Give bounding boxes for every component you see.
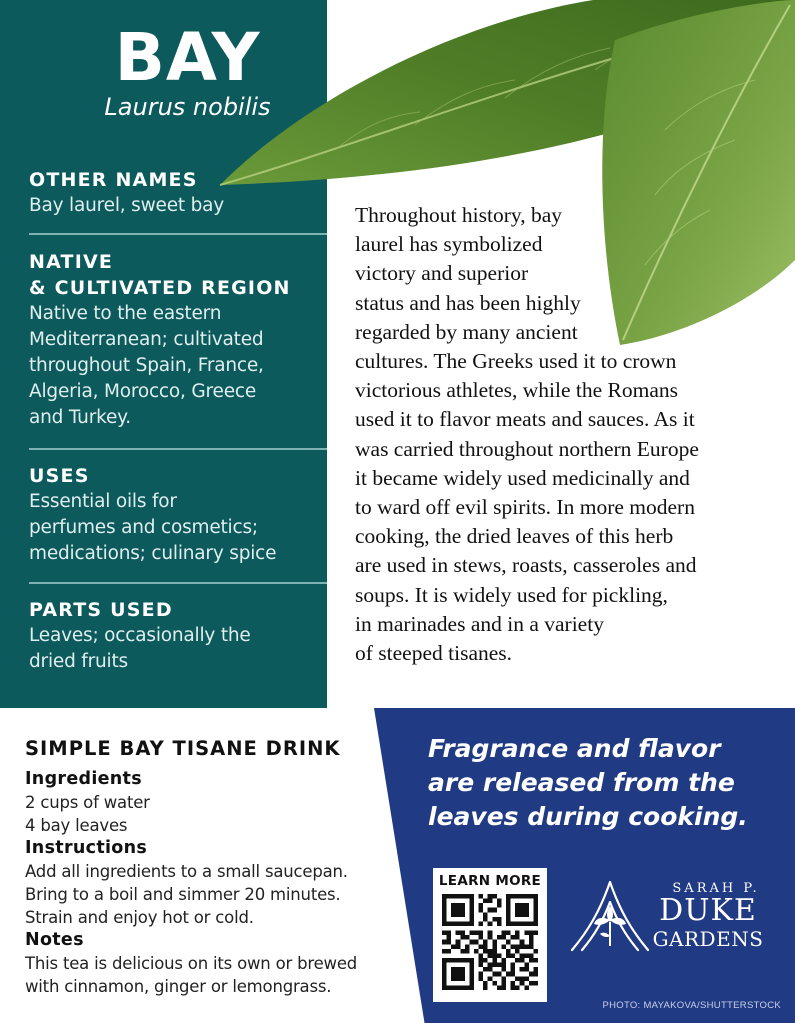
ingredients-heading: Ingredients — [25, 769, 142, 789]
region-heading-line: & CULTIVATED REGION — [29, 277, 291, 299]
quote-line: are released from the — [428, 768, 735, 797]
callout-quote — [428, 732, 778, 834]
notes-line: with cinnamon, ginger or lemongrass. — [25, 977, 332, 996]
uses-section — [29, 463, 327, 567]
recipe-box — [25, 736, 375, 998]
parts-used-section — [29, 597, 327, 675]
description-line: in marinades and in a variety — [355, 611, 604, 636]
scientific-name: Laurus nobilis — [104, 93, 271, 121]
description-line: was carried throughout northern Europe — [355, 436, 699, 461]
parts-line: dried fruits — [29, 651, 128, 672]
uses-heading: USES — [29, 465, 90, 487]
description-line: of steeped tisanes. — [355, 641, 513, 666]
other-names-heading: OTHER NAMES — [29, 169, 198, 191]
instruction-step: Bring to a boil and simmer 20 minutes. — [25, 885, 341, 904]
description-line: Throughout history, bay — [355, 203, 563, 227]
description-line: cultures. The Greeks used it to crown — [355, 349, 677, 374]
description-line: status and has been highly — [355, 290, 581, 315]
native-line: Mediterranean; cultivated — [29, 329, 264, 350]
page-title: BAY — [114, 19, 261, 96]
uses-line: medications; culinary spice — [29, 543, 277, 564]
instruction-step: Strain and enjoy hot or cold. — [25, 908, 254, 927]
qr-label: LEARN MORE — [438, 873, 542, 889]
description-line: used it to flavor meats and sauces. As it — [355, 407, 695, 432]
native-heading-line: NATIVE — [29, 251, 114, 273]
other-names-text: Bay laurel, sweet bay — [29, 195, 225, 216]
logo-name-line: SARAH P. — [672, 881, 760, 896]
description-line: it became widely used medicinally and — [355, 465, 690, 490]
instruction-step: Add all ingredients to a small saucepan. — [25, 862, 348, 881]
description-line: to ward off evil spirits. In more modern — [355, 495, 695, 520]
native-line: and Turkey. — [29, 407, 131, 428]
herb-description — [355, 201, 775, 668]
native-line: Native to the eastern — [29, 303, 222, 324]
quote-line: leaves during cooking. — [428, 802, 748, 831]
ingredient-item: 4 bay leaves — [25, 816, 128, 835]
learn-more-qr[interactable] — [433, 868, 547, 1002]
description-line: cooking, the dried leaves of this herb — [355, 524, 674, 549]
description-line: laurel has symbolized — [355, 232, 543, 257]
instructions-heading: Instructions — [25, 838, 148, 858]
description-line: victorious athletes, while the Romans — [355, 378, 679, 403]
qr-code-icon[interactable] — [442, 894, 538, 990]
parts-line: Leaves; occasionally the — [29, 625, 251, 646]
notes-heading: Notes — [25, 930, 84, 950]
parts-used-heading: PARTS USED — [29, 599, 173, 621]
photo-credit: PHOTO: MAYAKOVA/SHUTTERSTOCK — [602, 1000, 781, 1011]
notes-line: This tea is delicious on its own or brewed — [25, 954, 358, 973]
parts-used-text — [29, 623, 327, 675]
uses-line: Essential oils for — [29, 491, 177, 512]
quote-line: Fragrance and flavor — [428, 734, 721, 763]
description-line: are used in stews, roasts, casseroles and — [355, 553, 697, 578]
logo-name-sub: GARDENS — [652, 927, 764, 951]
native-line: Algeria, Morocco, Greece — [29, 381, 257, 402]
uses-line: perfumes and cosmetics; — [29, 517, 258, 538]
description-line: victory and superior — [355, 261, 529, 286]
recipe-title: SIMPLE BAY TISANE DRINK — [25, 737, 341, 760]
native-line: throughout Spain, France, — [29, 355, 264, 376]
section-divider — [29, 448, 327, 450]
logo-name-main: DUKE — [659, 893, 757, 928]
description-line: regarded by many ancient — [355, 319, 578, 344]
ingredient-item: 2 cups of water — [25, 793, 150, 812]
section-divider — [29, 582, 327, 584]
description-line: soups. It is widely used for pickling, — [355, 582, 668, 607]
uses-text — [29, 489, 327, 567]
